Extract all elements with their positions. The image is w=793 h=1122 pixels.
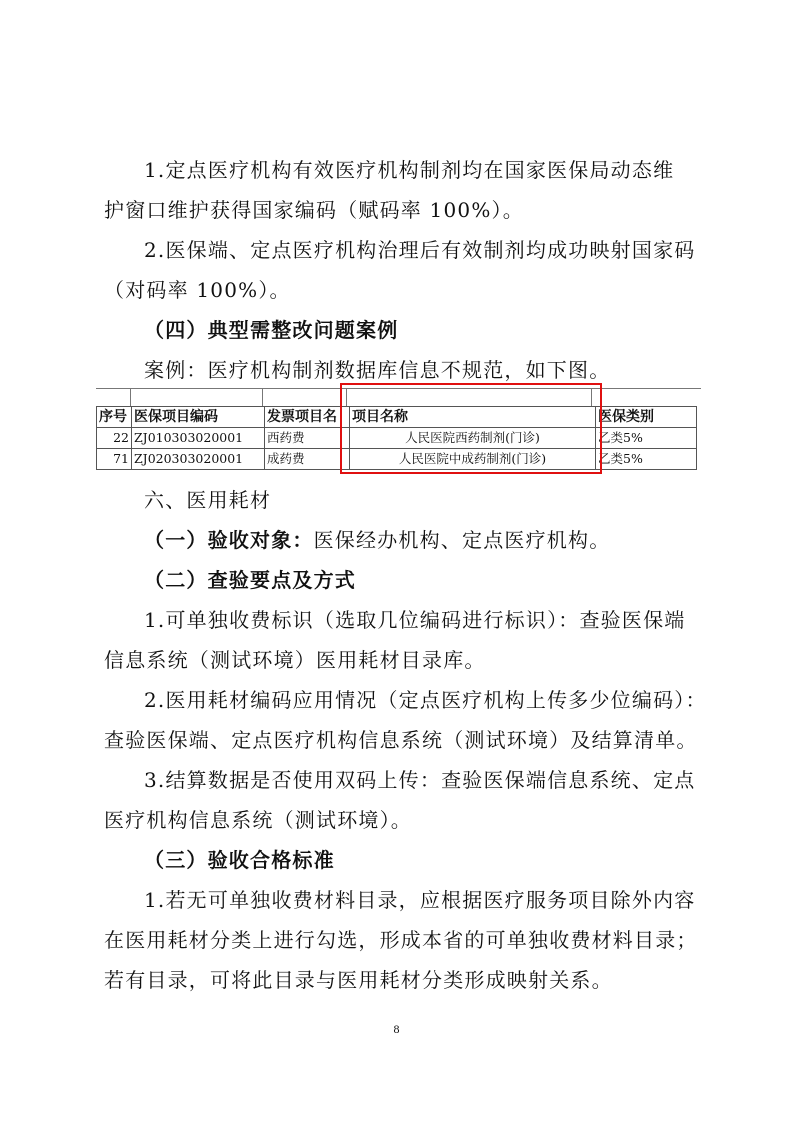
cell-insurance-class: 乙类5% (596, 428, 697, 449)
cell-item-name: 人民医院中成药制剂(门诊) (350, 449, 596, 470)
figure-divider (262, 388, 263, 406)
cell-code: ZJ020303020001 (132, 449, 265, 470)
para-1-line-2: 护窗口维护获得国家编码（赋码率 100%）。 (104, 198, 524, 222)
s6-p2-line-2: 查验医保端、定点医疗机构信息系统（测试环境）及结算清单。 (104, 728, 698, 752)
s6-p4-line-2: 在医用耗材分类上进行勾选，形成本省的可单独收费材料目录； (104, 928, 698, 952)
s6-p3-line-2: 医疗机构信息系统（测试环境）。 (104, 808, 412, 832)
red-highlight-box (340, 383, 602, 474)
s6-p1-line-1: 1.可单独收费标识（选取几位编码进行标识）：查验医保端 (144, 608, 686, 632)
s6-item1 (144, 526, 704, 554)
header-insurance-class: 医保类别 (596, 407, 697, 428)
header-index: 序号 (97, 407, 132, 428)
section-6-title: 六、医用耗材 (144, 488, 272, 512)
cell-code: ZJ010303020001 (132, 428, 265, 449)
s6-p2-line-1: 2.医用耗材编码应用情况（定点医疗机构上传多少位编码）： (144, 688, 707, 712)
cell-item-name: 人民医院西药制剂(门诊) (350, 428, 596, 449)
cell-index: 22 (97, 428, 132, 449)
s6-item2-heading: （二）查验要点及方式 (144, 568, 356, 592)
case-description: 案例：医疗机构制剂数据库信息不规范，如下图。 (144, 358, 611, 382)
s6-p1-line-2: 信息系统（测试环境）医用耗材目录库。 (104, 648, 486, 672)
para-1-line-1: 1.定点医疗机构有效医疗机构制剂均在国家医保局动态维 (144, 158, 675, 182)
s6-p3-line-1: 3.结算数据是否使用双码上传：查验医保端信息系统、定点 (144, 768, 696, 792)
header-invoice-item: 发票项目名 (265, 407, 350, 428)
cell-invoice-item: 成药费 (265, 449, 350, 470)
para-2-line-1: 2.医保端、定点医疗机构治理后有效制剂均成功映射国家码 (144, 238, 696, 262)
s6-item1-text: 医保经办机构、定点医疗机构。 (313, 528, 611, 552)
heading-typical-cases: （四）典型需整改问题案例 (144, 318, 399, 342)
cell-insurance-class: 乙类5% (596, 449, 697, 470)
header-item-name: 项目名称 (350, 407, 596, 428)
cell-index: 71 (97, 449, 132, 470)
header-code: 医保项目编码 (132, 407, 265, 428)
s6-p4-line-1: 1.若无可单独收费材料目录，应根据医疗服务项目除外内容 (144, 888, 696, 912)
s6-p4-line-3: 若有目录，可将此目录与医用耗材分类形成映射关系。 (104, 968, 613, 992)
page-number: 8 (393, 1022, 400, 1036)
s6-item3-heading: （三）验收合格标准 (144, 848, 335, 872)
figure-divider (130, 388, 131, 406)
s6-item1-label: （一）验收对象： (144, 528, 314, 552)
para-2-line-2: （对码率 100%）。 (104, 278, 291, 302)
cell-invoice-item: 西药费 (265, 428, 350, 449)
